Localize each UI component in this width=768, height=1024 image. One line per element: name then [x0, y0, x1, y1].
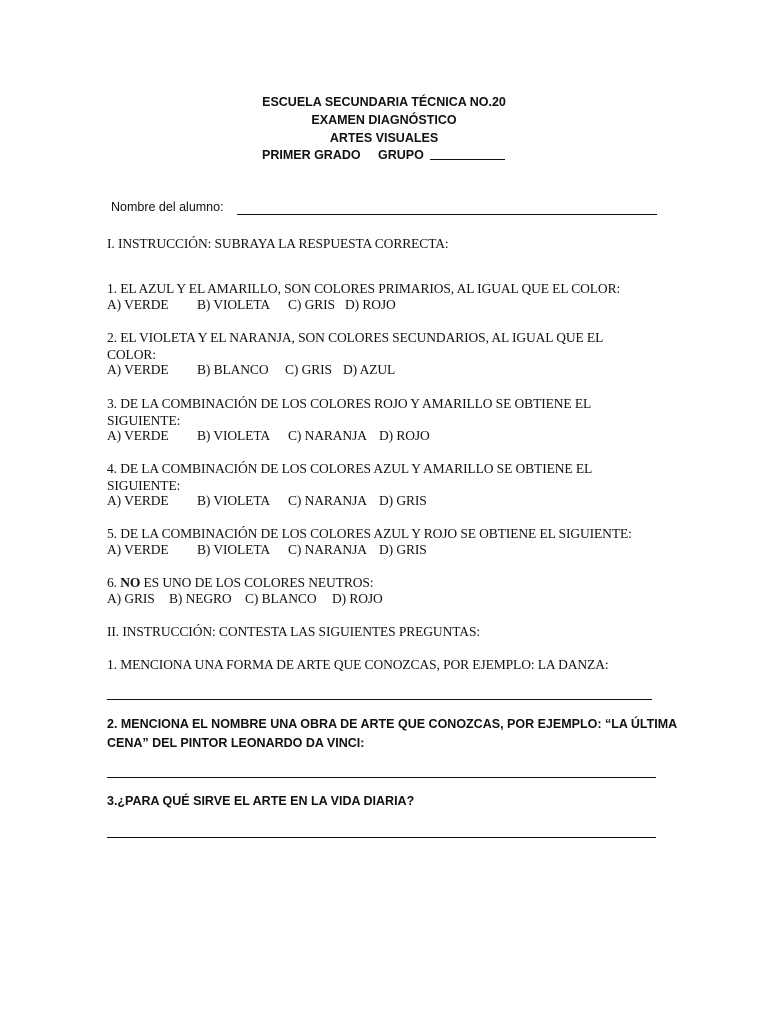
subject-title: ARTES VISUALES: [329, 131, 439, 145]
option-c[interactable]: C) NARANJA: [288, 542, 367, 557]
option-d[interactable]: D) AZUL: [343, 362, 396, 377]
school-name: ESCUELA SECUNDARIA TÉCNICA NO.20: [262, 95, 506, 109]
section2-instruction: II. INSTRUCCIÓN: CONTESTA LAS SIGUIENTES PREGUNTAS:: [107, 624, 480, 639]
question-6-suffix: ES UNO DE LOS COLORES NEUTROS:: [140, 575, 374, 590]
option-a[interactable]: A) VERDE: [107, 297, 169, 312]
option-c[interactable]: C) BLANCO: [245, 591, 317, 606]
question-2-text: 2. EL VIOLETA Y EL NARANJA, SON COLORES SECUNDARIOS, AL IGUAL QUE EL: [107, 330, 604, 345]
open-question-3: 3.¿PARA QUÉ SIRVE EL ARTE EN LA VIDA DIARIA?: [107, 794, 415, 808]
option-b[interactable]: B) VIOLETA: [197, 297, 271, 312]
open-question-1: 1. MENCIONA UNA FORMA DE ARTE QUE CONOZCAS, POR EJEMPLO: LA DANZA:: [107, 657, 609, 672]
question-6-options: [107, 591, 707, 608]
question-3-text: 3. DE LA COMBINACIÓN DE LOS COLORES ROJO Y AMARILLO SE OBTIENE EL: [107, 396, 592, 411]
question-3: [107, 396, 591, 429]
question-4: [107, 461, 592, 494]
question-4-text-cont: SIGUIENTE:: [107, 477, 181, 493]
option-d[interactable]: D) ROJO: [332, 591, 383, 606]
question-1: [107, 281, 620, 298]
question-2-text-cont: COLOR:: [107, 346, 156, 362]
option-b[interactable]: B) VIOLETA: [197, 428, 271, 443]
open-question-2-line1: 2. MENCIONA EL NOMBRE UNA OBRA DE ARTE QUE CONOZCAS, POR EJEMPLO: “LA ÚLTIMA: [107, 717, 678, 731]
open-question-2: [107, 715, 677, 753]
option-a[interactable]: A) VERDE: [107, 362, 169, 377]
option-c[interactable]: C) NARANJA: [288, 428, 367, 443]
option-b[interactable]: B) NEGRO: [169, 591, 232, 606]
question-4-options: [107, 493, 707, 510]
student-name-line[interactable]: [237, 214, 657, 215]
question-5-options: [107, 542, 707, 559]
question-6: [107, 575, 373, 592]
option-d[interactable]: D) ROJO: [379, 428, 430, 443]
option-c[interactable]: C) NARANJA: [288, 493, 367, 508]
option-d[interactable]: D) ROJO: [345, 297, 396, 312]
option-a[interactable]: A) GRIS: [107, 591, 155, 606]
option-b[interactable]: B) VIOLETA: [197, 493, 271, 508]
question-6-prefix: 6.: [107, 575, 121, 590]
answer-line-1[interactable]: [107, 699, 652, 700]
section1-instruction: I. INSTRUCCIÓN: SUBRAYA LA RESPUESTA CORRECTA:: [107, 236, 449, 251]
answer-line-2[interactable]: [107, 777, 656, 778]
option-d[interactable]: D) GRIS: [379, 542, 427, 557]
question-5-text: 5. DE LA COMBINACIÓN DE LOS COLORES AZUL Y ROJO SE OBTIENE EL SIGUIENTE:: [107, 526, 632, 541]
option-a[interactable]: A) VERDE: [107, 542, 169, 557]
option-b[interactable]: B) VIOLETA: [197, 542, 271, 557]
option-a[interactable]: A) VERDE: [107, 428, 169, 443]
group-label: GRUPO: [378, 148, 424, 162]
question-2-options: [107, 362, 707, 379]
group-blank-line[interactable]: [430, 159, 505, 160]
question-2: [107, 330, 603, 363]
question-1-text: 1. EL AZUL Y EL AMARILLO, SON COLORES PRIMARIOS, AL IGUAL QUE EL COLOR:: [107, 281, 621, 296]
open-question-2-line2: CENA” DEL PINTOR LEONARDO DA VINCI:: [107, 736, 365, 750]
question-3-text-cont: SIGUIENTE:: [107, 412, 181, 428]
question-1-options: [107, 297, 707, 314]
option-b[interactable]: B) BLANCO: [197, 362, 269, 377]
option-c[interactable]: C) GRIS: [285, 362, 332, 377]
question-4-text: 4. DE LA COMBINACIÓN DE LOS COLORES AZUL Y AMARILLO SE OBTIENE EL: [107, 461, 593, 476]
grade-label: PRIMER GRADO: [262, 148, 361, 162]
answer-line-3[interactable]: [107, 837, 656, 838]
option-a[interactable]: A) VERDE: [107, 493, 169, 508]
option-c[interactable]: C) GRIS: [288, 297, 335, 312]
question-3-options: [107, 428, 707, 445]
exam-title: EXAMEN DIAGNÓSTICO: [311, 113, 457, 127]
option-d[interactable]: D) GRIS: [379, 493, 427, 508]
question-5: [107, 526, 632, 543]
question-6-emphasis: NO: [120, 575, 141, 590]
student-name-label: Nombre del alumno:: [111, 200, 224, 214]
